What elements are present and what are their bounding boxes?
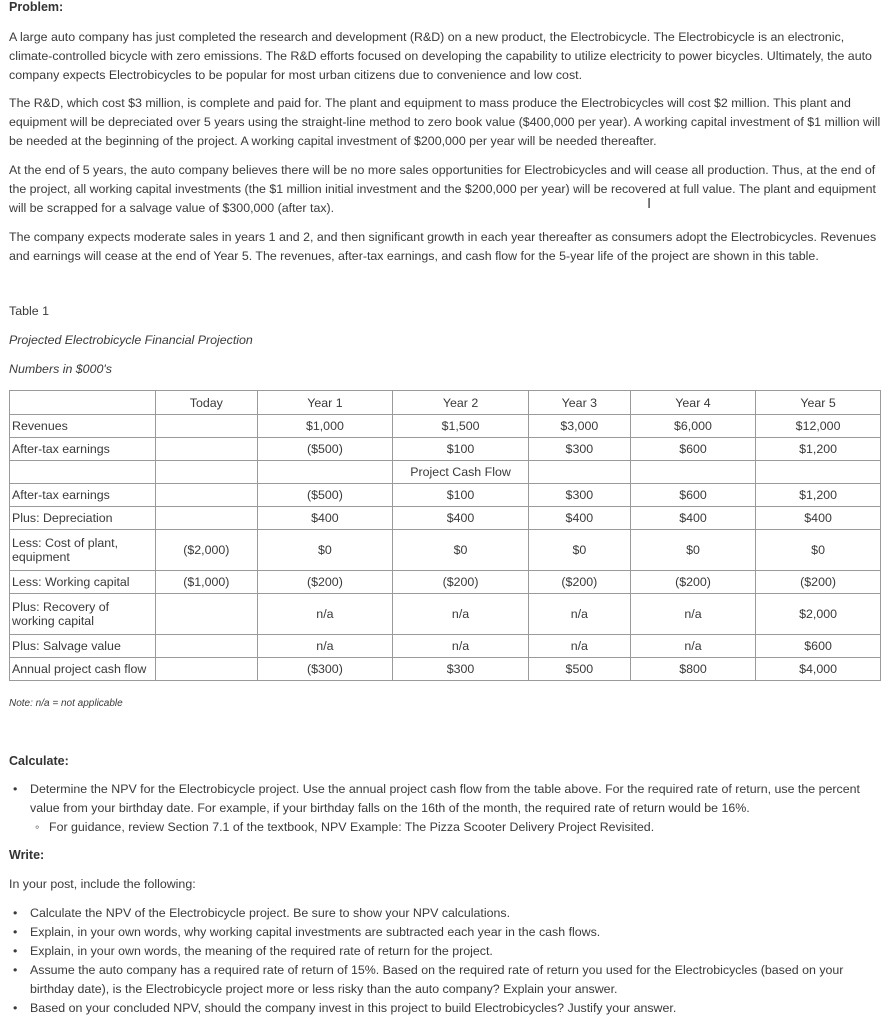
table-cell: n/a xyxy=(257,594,393,635)
table-row xyxy=(10,415,881,438)
table-cell: n/a xyxy=(528,594,630,635)
header-cell: Year 3 xyxy=(528,391,630,415)
table-cell: n/a xyxy=(257,635,393,658)
table-cell: $3,000 xyxy=(528,415,630,438)
table-cell xyxy=(156,438,258,461)
financial-projection-table xyxy=(9,390,881,681)
table-cell: $800 xyxy=(630,658,755,681)
table-cell xyxy=(156,658,258,681)
section-spacer-cell xyxy=(528,461,630,484)
row-label: Plus: Depreciation xyxy=(10,507,156,530)
table-cell: $300 xyxy=(393,658,529,681)
table-title: Table 1 xyxy=(9,304,49,318)
row-label: Plus: Recovery of working capital xyxy=(10,594,156,635)
table-cell: $0 xyxy=(756,530,881,571)
table-cell: ($1,000) xyxy=(156,571,258,594)
row-label: Plus: Salvage value xyxy=(10,635,156,658)
table-cell: n/a xyxy=(630,594,755,635)
table-cell: ($300) xyxy=(257,658,393,681)
header-cell: Today xyxy=(156,391,258,415)
table-cell: $1,500 xyxy=(393,415,529,438)
table-row xyxy=(10,658,881,681)
table-cell: ($500) xyxy=(257,438,393,461)
write-item: • Explain, in your own words, the meaning of the required rate of return for the project. xyxy=(9,942,883,961)
table-cell: $1,000 xyxy=(257,415,393,438)
write-item: • Based on your concluded NPV, should the company invest in this project to build Electrobicycles? Justify your answer. xyxy=(9,999,883,1018)
section-spacer-cell xyxy=(630,461,755,484)
table-cell: $0 xyxy=(528,530,630,571)
table-cell: $300 xyxy=(528,484,630,507)
table-cell: $100 xyxy=(393,438,529,461)
table-note: Note: n/a = not applicable xyxy=(9,698,123,709)
row-label: Less: Cost of plant, equipment xyxy=(10,530,156,571)
table-cell: n/a xyxy=(528,635,630,658)
table-cell: $12,000 xyxy=(756,415,881,438)
table-cell: ($200) xyxy=(393,571,529,594)
table-cell: n/a xyxy=(393,635,529,658)
calculate-item: • Determine the NPV for the Electrobicycle project. Use the annual project cash flow from the table above. For the required rate of return, use the percent value from your birthday date. For example, if your birthday falls on the 16th of the month, the required rate of return would be 16%. xyxy=(9,780,883,818)
table-cell: ($200) xyxy=(756,571,881,594)
table-row xyxy=(10,484,881,507)
table-row xyxy=(10,530,881,571)
calculate-heading: Calculate: xyxy=(9,754,69,768)
table-cell: $400 xyxy=(630,507,755,530)
table-cell: $600 xyxy=(630,484,755,507)
problem-paragraph-1: A large auto company has just completed the research and development (R&D) on a new product, the Electrobicycle. The Electrobicycle is an electronic, climate-controlled bicycle with zero emissions. The R&D efforts focused on developing the capability to utilize electricity to power bicycles. Ultimately, the auto company expects Electrobicycles to be popular for most urban citizens due to convenience and low cost. xyxy=(9,30,872,82)
table-cell xyxy=(156,415,258,438)
write-list xyxy=(9,904,883,1018)
header-cell: Year 2 xyxy=(393,391,529,415)
problem-paragraph-3: At the end of 5 years, the auto company believes there will be no more sales opportunities for Electrobicycles and will cease all production. Thus, at the end of the project, all working capital investments (the $1 million initial investment and the $200,000 per year) will be recovered at full value. The plant and equipment will be scrapped for a salvage value of $300,000 (after tax). xyxy=(9,163,876,215)
table-cell: ($500) xyxy=(257,484,393,507)
section-spacer-cell xyxy=(756,461,881,484)
calculate-subitem: ◦ For guidance, review Section 7.1 of the textbook, NPV Example: The Pizza Scooter Delivery Project Revisited. xyxy=(9,818,883,837)
section-spacer-cell xyxy=(156,461,258,484)
table-cell xyxy=(156,635,258,658)
table-row xyxy=(10,594,881,635)
table-cell: ($200) xyxy=(630,571,755,594)
header-cell xyxy=(10,391,156,415)
table-cell: $400 xyxy=(756,507,881,530)
write-item: • Calculate the NPV of the Electrobicycle project. Be sure to show your NPV calculations. xyxy=(9,904,883,923)
table-cell: $500 xyxy=(528,658,630,681)
section-row xyxy=(10,461,881,484)
table-cell: $300 xyxy=(528,438,630,461)
table-cell: n/a xyxy=(393,594,529,635)
table-cell: $100 xyxy=(393,484,529,507)
table-row xyxy=(10,571,881,594)
table-cell: $0 xyxy=(393,530,529,571)
table-cell: $400 xyxy=(257,507,393,530)
table-cell: $400 xyxy=(393,507,529,530)
header-cell: Year 4 xyxy=(630,391,755,415)
table-cell: $1,200 xyxy=(756,484,881,507)
table-cell: $2,000 xyxy=(756,594,881,635)
table-cell: ($200) xyxy=(528,571,630,594)
table-cell: $0 xyxy=(257,530,393,571)
section-label: Project Cash Flow xyxy=(393,461,529,484)
table-row xyxy=(10,507,881,530)
write-heading: Write: xyxy=(9,848,45,862)
calculate-list xyxy=(9,780,883,818)
header-cell: Year 5 xyxy=(756,391,881,415)
post-intro: In your post, include the following: xyxy=(9,877,196,891)
calculate-sublist xyxy=(9,818,883,837)
table-cell: $600 xyxy=(630,438,755,461)
table-cell xyxy=(156,484,258,507)
table-cell: $6,000 xyxy=(630,415,755,438)
row-label: Annual project cash flow xyxy=(10,658,156,681)
table-row xyxy=(10,438,881,461)
problem-paragraph-4: The company expects moderate sales in years 1 and 2, and then significant growth in each year thereafter as consumers adopt the Electrobicycles. Revenues and earnings will cease at the end of Year 5. The revenues, after-tax earnings, and cash flow for the 5-year life of the project are shown in this table. xyxy=(9,230,877,263)
table-header-row xyxy=(10,391,881,415)
section-spacer-cell xyxy=(10,461,156,484)
table-cell: ($200) xyxy=(257,571,393,594)
write-item: • Explain, in your own words, why working capital investments are subtracted each year in the cash flows. xyxy=(9,923,883,942)
table-cell: $0 xyxy=(630,530,755,571)
section-spacer-cell xyxy=(257,461,393,484)
row-label: After-tax earnings xyxy=(10,438,156,461)
problem-heading: Problem: xyxy=(9,0,64,14)
table-row xyxy=(10,635,881,658)
text-cursor-icon: I xyxy=(647,195,652,212)
row-label: After-tax earnings xyxy=(10,484,156,507)
table-cell: $400 xyxy=(528,507,630,530)
table-cell: $4,000 xyxy=(756,658,881,681)
row-label: Less: Working capital xyxy=(10,571,156,594)
table-caption: Projected Electrobicycle Financial Projection xyxy=(9,333,253,347)
problem-paragraph-2: The R&D, which cost $3 million, is complete and paid for. The plant and equipment to mass produce the Electrobicycles will cost $2 million. This plant and equipment will be depreciated over 5 years using the straight-line method to zero book value ($400,000 per year). A working capital investment of $1 million will be needed at the beginning of the project. A working capital investment of $200,000 per year will be needed thereafter. xyxy=(9,96,881,148)
header-cell: Year 1 xyxy=(257,391,393,415)
table-units: Numbers in $000's xyxy=(9,362,112,376)
write-item: • Assume the auto company has a required rate of return of 15%. Based on the required rate of return you used for the Electrobicycles (based on your birthday date), is the Electrobicycle project more or less risky than the auto company? Explain your answer. xyxy=(9,961,883,999)
table-cell: ($2,000) xyxy=(156,530,258,571)
table-cell: $600 xyxy=(756,635,881,658)
table-cell: n/a xyxy=(630,635,755,658)
table-cell: $1,200 xyxy=(756,438,881,461)
table-cell xyxy=(156,507,258,530)
row-label: Revenues xyxy=(10,415,156,438)
table-cell xyxy=(156,594,258,635)
